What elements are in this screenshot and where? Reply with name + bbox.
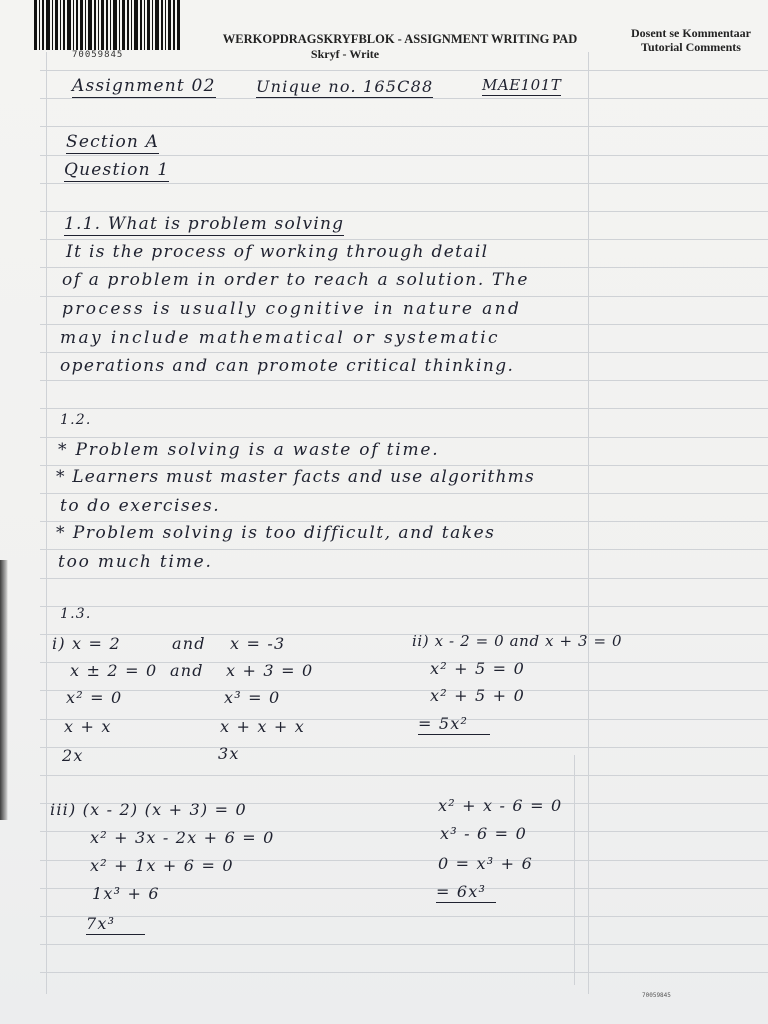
q1-3-ii-line: x² + 5 + 0 — [430, 686, 525, 705]
q1-3-i-c: x³ = 0 — [224, 688, 281, 707]
ruled-line — [40, 352, 768, 353]
q1-3-iii-line: iii) (x - 2) (x + 3) = 0 — [50, 800, 247, 819]
q1-2-line: too much time. — [58, 552, 213, 572]
q1-3-label: 1.3. — [60, 606, 92, 622]
q1-3-i-b: and — [172, 634, 206, 653]
comments-heading-english: Tutorial Comments — [641, 40, 741, 54]
q1-1-line: operations and can promote critical thinking. — [60, 356, 515, 376]
section-heading: Section A — [66, 132, 160, 152]
q1-1-line: of a problem in order to reach a solution. The — [62, 270, 529, 290]
comments-heading — [606, 26, 768, 54]
q1-3-iii-line: x² + 3x - 2x + 6 = 0 — [90, 828, 275, 847]
ruled-line — [40, 634, 768, 635]
q1-3-iii-line: 1x³ + 6 — [92, 884, 160, 903]
ruled-line — [40, 606, 768, 607]
ruled-line — [40, 465, 768, 466]
q1-3-iv-line: x² + x - 6 = 0 — [438, 796, 563, 815]
ruled-line — [40, 98, 768, 99]
ruled-line — [40, 267, 768, 268]
ruled-line — [40, 239, 768, 240]
ruled-line — [40, 155, 768, 156]
column-divider-line — [574, 755, 575, 985]
q1-3-i-c: x + x + x — [220, 717, 306, 736]
ruled-line — [40, 408, 768, 409]
ruled-line — [40, 183, 768, 184]
q1-1-heading: 1.1. What is problem solving — [64, 214, 345, 234]
ruled-line — [40, 493, 768, 494]
q1-2-label: 1.2. — [60, 412, 92, 428]
ruled-line — [40, 324, 768, 325]
q1-3-iv-answer: = 6x³ — [436, 882, 496, 903]
q1-3-i-a: x² = 0 — [66, 688, 123, 707]
q1-2-line: * Learners must master facts and use algorithms — [56, 467, 535, 487]
q1-3-i-c: x + 3 = 0 — [226, 661, 314, 680]
q1-3-iv-line: 0 = x³ + 6 — [438, 854, 533, 873]
q1-3-i-a: x + x — [64, 717, 112, 736]
q1-3-i-a: i) x = 2 — [52, 634, 121, 653]
comments-margin-line — [588, 52, 589, 994]
q1-2-line: to do exercises. — [60, 496, 221, 516]
question-heading: Question 1 — [64, 160, 170, 180]
footer-code: 70059845 — [642, 992, 671, 999]
q1-3-iii-answer: 7x³ — [86, 914, 145, 935]
q1-3-ii-line: x² + 5 = 0 — [430, 659, 525, 678]
q1-3-i-c: 3x — [218, 744, 240, 763]
q1-3-i-a: x ± 2 = 0 — [70, 661, 158, 680]
q1-1-line: It is the process of working through detail — [66, 242, 489, 262]
q1-3-iv-line: x³ - 6 = 0 — [440, 824, 527, 843]
q1-1-line: process is usually cognitive in nature and — [62, 299, 522, 319]
q1-3-iii-line: x² + 1x + 6 = 0 — [90, 856, 234, 875]
q1-3-i-b: and — [170, 661, 204, 680]
ruled-line — [40, 296, 768, 297]
barcode-number: 70059845 — [72, 50, 124, 60]
unique-number: Unique no. 165C88 — [256, 77, 434, 96]
q1-3-i-c: x = -3 — [230, 634, 286, 653]
ruled-line — [40, 690, 768, 691]
ruled-line — [40, 126, 768, 127]
ruled-line — [40, 944, 768, 945]
module-code: MAE101T — [482, 76, 562, 94]
ruled-line — [40, 775, 768, 776]
ruled-line — [40, 972, 768, 973]
barcode — [30, 0, 182, 56]
page-edge-shadow — [0, 560, 8, 820]
ruled-line — [40, 747, 768, 748]
ruled-line — [40, 70, 768, 71]
comments-heading-afrikaans: Dosent se Kommentaar — [631, 26, 751, 40]
ruled-line — [40, 437, 768, 438]
ruled-line — [40, 380, 768, 381]
left-margin-line — [46, 52, 47, 994]
q1-2-line: * Problem solving is too difficult, and takes — [56, 523, 496, 543]
ruled-line — [40, 916, 768, 917]
ruled-line — [40, 578, 768, 579]
ruled-line — [40, 719, 768, 720]
q1-3-ii-line: ii) x - 2 = 0 and x + 3 = 0 — [412, 632, 623, 650]
q1-2-line: * Problem solving is a waste of time. — [58, 440, 440, 460]
ruled-line — [40, 211, 768, 212]
pad-title: WERKOPDRAGSKRYFBLOK - ASSIGNMENT WRITING PAD — [222, 32, 578, 46]
ruled-line — [40, 549, 768, 550]
assignment-label: Assignment 02 — [72, 76, 216, 96]
q1-1-line: may include mathematical or systematic — [60, 328, 500, 348]
pad-subtitle: Skryf - Write — [310, 47, 380, 61]
q1-3-ii-answer: = 5x² — [418, 714, 490, 735]
q1-3-i-a: 2x — [62, 746, 84, 765]
